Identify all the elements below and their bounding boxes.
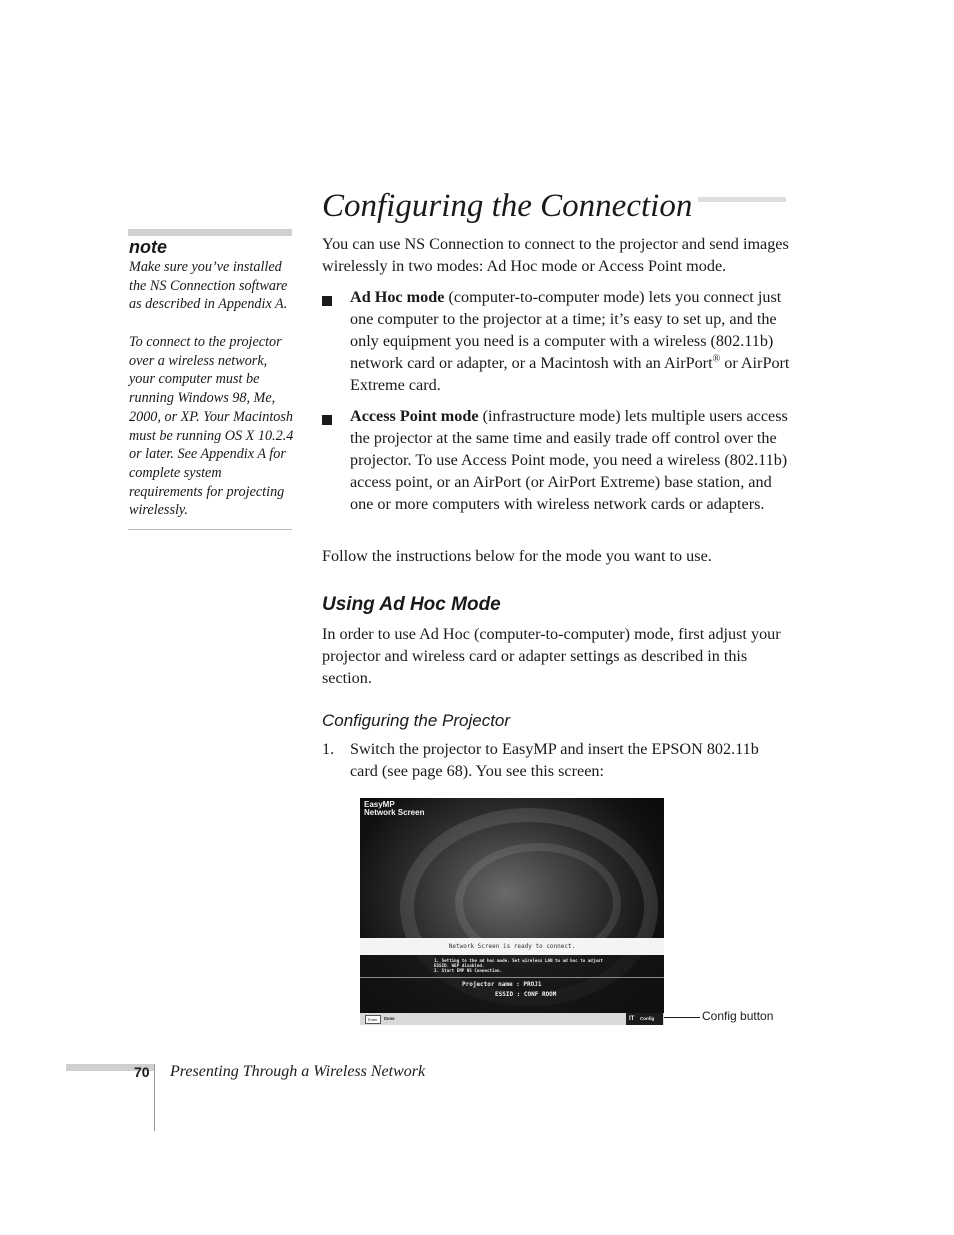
- subsection-heading: Configuring the Projector: [322, 711, 511, 730]
- note-rule-top: [128, 229, 292, 236]
- page-number: 70: [134, 1064, 150, 1080]
- registered-mark: ®: [712, 353, 721, 365]
- projector-name: Projector name : PROJ1: [462, 981, 542, 988]
- instruction-line: 1. Setting to the ad hoc mode. Set wireless LAN to ad hoc to adjust: [434, 958, 603, 963]
- logo-line-2: Network Screen: [364, 808, 425, 817]
- note-heading: note: [129, 237, 167, 257]
- bullet-ad-hoc: [350, 286, 792, 396]
- instruction-line: ESSID. WEP disabled.: [434, 963, 485, 969]
- page-title: Configuring the Connection: [322, 186, 698, 226]
- bullet-text: (infrastructure mode) lets multiple users access the projector at the same time and easily trade off control over the projector. To use Access Point mode, you need a wireless (802.11b) access point, or an AirPort (or AirPort Extreme) base station, and one or more computers with wireless network cards or adapters.: [350, 407, 788, 513]
- bullet-term: Access Point mode: [350, 407, 479, 425]
- easymp-logo: [364, 801, 424, 817]
- enter-label: Done: [384, 1016, 395, 1021]
- note-paragraph-2: To connect to the projector over a wireless network, your computer must be running Windows 98, Me, 2000, or XP. Your Macintosh must be running OS X 10.2.4 or later. See Appendix A for complete system requirements for projecting wirelessly.: [129, 334, 294, 519]
- config-button[interactable]: [626, 1013, 663, 1025]
- essid: ESSID : CONF ROOM: [495, 991, 557, 998]
- callout-leader-line: [664, 1017, 700, 1018]
- step-text: Switch the projector to EasyMP and insert the EPSON 802.11b card (see page 68). You see this screen:: [350, 740, 759, 780]
- config-icon: IT: [629, 1016, 635, 1022]
- bullet-text-end: or AirPort Extreme card.: [350, 354, 790, 394]
- running-head: Presenting Through a Wireless Network: [170, 1063, 426, 1080]
- follow-paragraph: Follow the instructions below for the mode you want to use.: [322, 547, 712, 565]
- bullet-access-point: [350, 405, 792, 515]
- logo-line-1: EasyMP: [364, 800, 395, 809]
- section-heading: Using Ad Hoc Mode: [322, 594, 501, 615]
- config-label: Config: [640, 1016, 655, 1021]
- section-paragraph: In order to use Ad Hoc (computer-to-computer) mode, first adjust your projector and wireless card or adapter settings as described in this section.: [322, 625, 781, 687]
- panel-divider: [360, 977, 664, 978]
- enter-key-icon: Enter: [365, 1015, 381, 1024]
- projector-info: [462, 980, 556, 1000]
- note-paragraph-1: Make sure you’ve installed the NS Connection software as described in Appendix A.: [129, 259, 288, 313]
- bullet-term: Ad Hoc mode: [350, 288, 445, 306]
- status-bar: Network Screen is ready to connect.: [360, 938, 664, 955]
- projector-screen-screenshot: [360, 798, 664, 1025]
- instruction-line: 2. Start EMP NS Connection.: [434, 968, 503, 974]
- bullet-marker: [322, 410, 334, 422]
- screen-footer: [360, 1013, 664, 1025]
- bullet-marker: [322, 291, 334, 303]
- config-button-callout: Config button: [702, 1009, 774, 1023]
- footer-divider: [154, 1064, 155, 1131]
- step-number: 1.: [322, 740, 335, 758]
- bullet-text: (computer-to-computer mode) lets you connect just one computer to the projector at a time; it’s easy to set up, and the only equipment you need is a computer with a wireless (802.11b) network card or adapter, or a Macintosh with an AirPort: [350, 288, 782, 372]
- intro-paragraph: You can use NS Connection to connect to the projector and send images wirelessly in two modes: Ad Hoc mode or Access Point mode.: [322, 235, 789, 275]
- instructions: [434, 958, 603, 974]
- note-rule-bottom: [128, 529, 292, 530]
